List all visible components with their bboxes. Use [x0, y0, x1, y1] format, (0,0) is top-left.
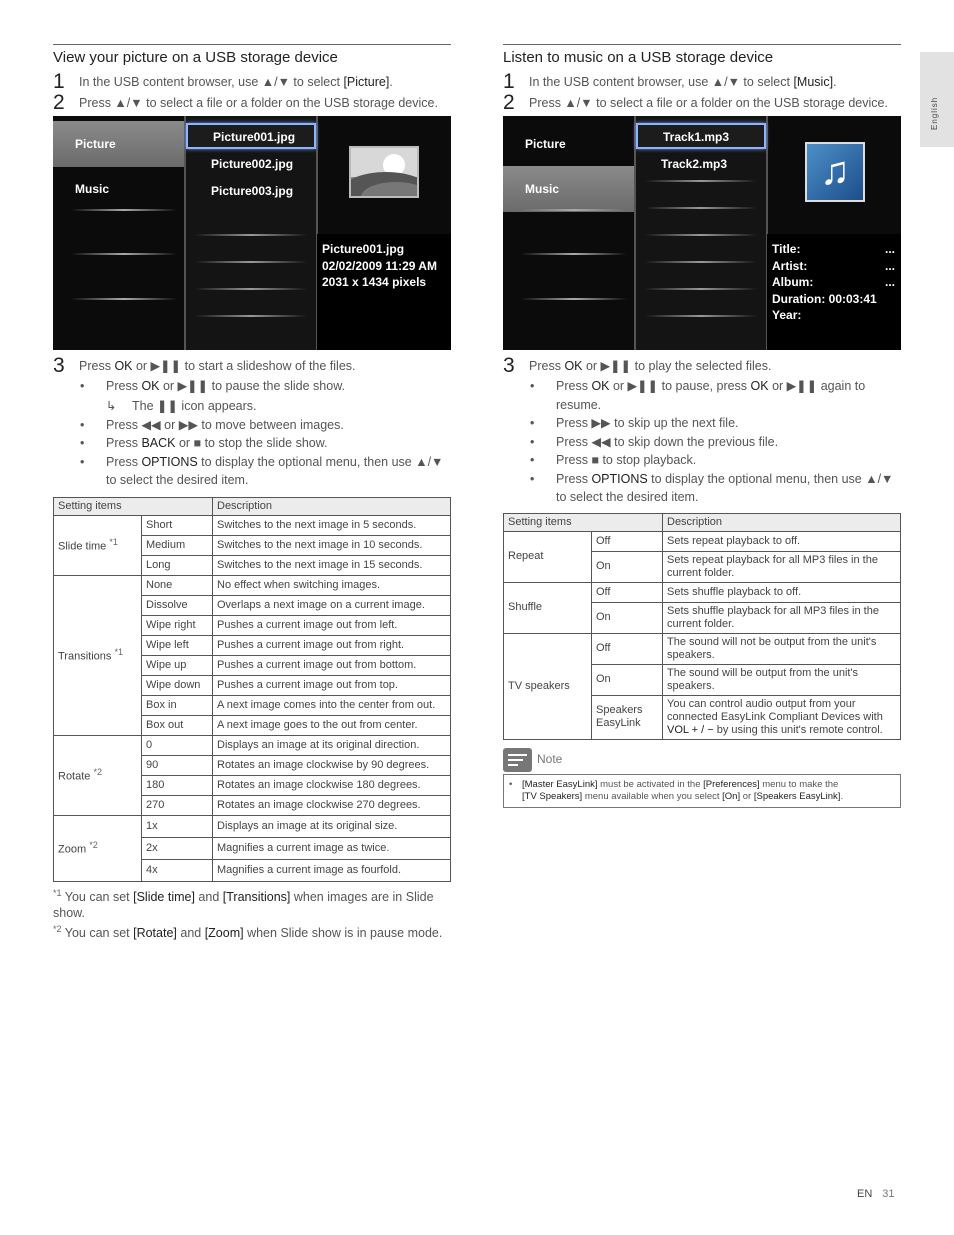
table-cell: A next image goes to the out from center. [213, 715, 451, 735]
table-cell: Short [142, 515, 213, 535]
table-cell: Wipe up [142, 655, 213, 675]
note-icon [503, 748, 532, 772]
menu-divider [521, 209, 627, 211]
table-cell: Rotates an image clockwise 270 degrees. [213, 795, 451, 815]
bullet-item: • Press ▶▶ to skip up the next file. [530, 416, 739, 430]
step-1: 1 In the USB content browser, use ▲/▼ to select [Picture]. [53, 70, 393, 93]
table-cell: Pushes a current image out from top. [213, 675, 451, 695]
table-cell: Overlaps a next image on a current image. [213, 595, 451, 615]
table-cell: Box out [142, 715, 213, 735]
table-cell: 90 [142, 755, 213, 775]
menu-item-music[interactable]: Music [75, 182, 110, 196]
list-divider [645, 261, 757, 263]
file-item[interactable]: Track1.mp3 [636, 123, 766, 149]
setting-group: Rotate $^{*2}$ [54, 735, 142, 815]
setting-group: Slide time $^{*1}$ [54, 515, 142, 575]
table-header: Description [663, 513, 901, 531]
menu-divider [71, 298, 177, 300]
list-divider [645, 234, 757, 236]
meta-duration: Duration: 00:03:41 [772, 291, 877, 306]
table-cell: Pushes a current image out from bottom. [213, 655, 451, 675]
menu-divider [71, 209, 177, 211]
list-divider [195, 234, 307, 236]
page-number: EN 31 [857, 1188, 895, 1200]
music-note-icon: ♫ [805, 142, 865, 202]
menu-divider [71, 253, 177, 255]
bullet-item: • Press ◀◀ or ▶▶ to move between images. [80, 417, 344, 432]
table-cell: 4x [142, 859, 213, 881]
table-cell: Sets repeat playback for all MP3 files in the current folder. [663, 551, 901, 582]
picture-settings-table [53, 497, 451, 882]
picture-browser-screen [53, 116, 451, 350]
table-cell: On [592, 664, 663, 695]
table-cell: 180 [142, 775, 213, 795]
section-title-picture: View your picture on a USB storage device [53, 44, 451, 72]
setting-group: Transitions $^{*1}$ [54, 575, 142, 735]
list-divider [195, 261, 307, 263]
footnote: $^{*1}$ You can set [Slide time] and [Transitions] when images are in Slide show. [53, 887, 434, 920]
file-item[interactable]: Track2.mp3 [661, 157, 728, 171]
file-item[interactable]: Picture003.jpg [211, 184, 294, 198]
picture-section [53, 44, 451, 941]
table-cell: 0 [142, 735, 213, 755]
table-cell: Wipe right [142, 615, 213, 635]
table-cell: On [592, 602, 663, 633]
table-cell: Pushes a current image out from left. [213, 615, 451, 635]
menu-item-picture[interactable]: Picture [53, 121, 184, 167]
setting-group: Zoom $^{*2}$ [54, 815, 142, 881]
table-cell: Rotates an image clockwise 180 degrees. [213, 775, 451, 795]
info-date: 02/02/2009 11:29 AM [322, 258, 437, 273]
info-resolution: 2031 x 1434 pixels [322, 275, 427, 289]
table-cell: Wipe left [142, 635, 213, 655]
table-cell: Off [592, 633, 663, 664]
setting-group: Repeat [504, 531, 592, 582]
list-divider [645, 180, 757, 182]
table-cell: Sets shuffle playback to off. [663, 582, 901, 602]
table-header: Setting items [54, 497, 213, 515]
music-section [503, 44, 901, 808]
table-cell: Rotates an image clockwise by 90 degrees. [213, 755, 451, 775]
table-cell: Wipe down [142, 675, 213, 695]
language-tab: English [920, 52, 954, 147]
menu-item-music[interactable]: Music [503, 166, 634, 212]
bullet-item: • Press OPTIONS to display the optional menu, then use ▲/▼ to select the desired item. [80, 454, 444, 487]
table-cell: No effect when switching images. [213, 575, 451, 595]
picture-thumbnail-icon [349, 146, 419, 198]
picture-info [317, 234, 451, 350]
list-divider [645, 315, 757, 317]
step-3: 3 Press OK or ▶❚❚ to play the selected files. [503, 354, 772, 377]
bullet-item: • Press OPTIONS to display the optional menu, then use ▲/▼ to select the desired item. [530, 471, 894, 504]
meta-artist: Artist: ... [772, 258, 895, 273]
table-cell: Displays an image at its original direction. [213, 735, 451, 755]
table-cell: 1x [142, 815, 213, 837]
file-item[interactable]: Picture002.jpg [211, 157, 294, 171]
bullet-item: • Press OK or ▶❚❚ to pause, press OK or ▶❚❚ again to resume. [530, 379, 866, 412]
footnote: $^{*2}$ You can set [Rotate] and [Zoom] when Slide show is in pause mode. [53, 923, 443, 940]
table-cell: Box in [142, 695, 213, 715]
table-cell: Medium [142, 535, 213, 555]
note-header [503, 748, 901, 774]
table-cell: Sets repeat playback to off. [663, 531, 901, 551]
music-settings-table [503, 513, 901, 740]
music-browser-screen [503, 116, 901, 350]
table-cell: Dissolve [142, 595, 213, 615]
table-cell: On [592, 551, 663, 582]
table-header: Description [213, 497, 451, 515]
menu-item-picture[interactable]: Picture [525, 137, 566, 151]
table-cell: Switches to the next image in 10 seconds. [213, 535, 451, 555]
list-divider [195, 288, 307, 290]
table-cell: Off [592, 582, 663, 602]
list-divider [195, 315, 307, 317]
note-label: Note [537, 751, 563, 766]
step-2: 2 Press ▲/▼ to select a file or a folder on the USB storage device. [503, 91, 888, 114]
footnotes [53, 885, 451, 941]
info-filename: Picture001.jpg [322, 242, 405, 256]
setting-group: Shuffle [504, 582, 592, 633]
arrow-note: ↳ The ❚❚ icon appears. [106, 398, 257, 413]
table-cell: Sets shuffle playback for all MP3 files in the current folder. [663, 602, 901, 633]
table-cell: A next image comes into the center from out. [213, 695, 451, 715]
bullet-item: • Press BACK or ■ to stop the slide show. [80, 436, 328, 450]
table-cell: Magnifies a current image as fourfold. [213, 859, 451, 881]
step-2: 2 Press ▲/▼ to select a file or a folder on the USB storage device. [53, 91, 438, 114]
table-cell: Displays an image at its original size. [213, 815, 451, 837]
table-cell: Pushes a current image out from right. [213, 635, 451, 655]
step-3: 3 Press OK or ▶❚❚ to start a slideshow of the files. [53, 354, 356, 377]
table-cell: Off [592, 531, 663, 551]
table-cell: Magnifies a current image as twice. [213, 837, 451, 859]
meta-album: Album: ... [772, 275, 895, 289]
list-divider [645, 207, 757, 209]
table-cell: You can control audio output from your connected EasyLink Compliant Devices with VOL + / − by using this unit's remote control. [663, 695, 901, 739]
table-cell: Switches to the next image in 5 seconds. [213, 515, 451, 535]
table-cell: 270 [142, 795, 213, 815]
note-box: • [Master EasyLink] must be activated in the [Preferences] menu to make the [TV Speakers] menu available when you select [On] or [Speakers EasyLink]. [503, 774, 901, 808]
table-cell: Long [142, 555, 213, 575]
setting-group: TV speakers [504, 633, 592, 739]
bullet-item: • Press ◀◀ to skip down the previous file. [530, 434, 779, 449]
step-1: 1 In the USB content browser, use ▲/▼ to select [Music]. [503, 70, 837, 93]
table-cell: The sound will not be output from the unit's speakers. [663, 633, 901, 664]
track-info [767, 234, 901, 350]
file-item[interactable]: Picture001.jpg [186, 123, 316, 149]
table-cell: Switches to the next image in 15 seconds. [213, 555, 451, 575]
meta-year: Year: [772, 308, 802, 322]
table-header: Setting items [504, 513, 663, 531]
table-cell: Speakers EasyLink [592, 695, 663, 739]
bullet-item: • Press ■ to stop playback. [530, 453, 697, 467]
table-cell: None [142, 575, 213, 595]
table-cell: The sound will be output from the unit's speakers. [663, 664, 901, 695]
bullet-item: • Press OK or ▶❚❚ to pause the slide show. [80, 379, 346, 393]
menu-divider [521, 253, 627, 255]
meta-title: Title: ... [772, 242, 895, 256]
menu-divider [521, 298, 627, 300]
section-title-music: Listen to music on a USB storage device [503, 44, 901, 72]
table-cell: 2x [142, 837, 213, 859]
list-divider [645, 288, 757, 290]
